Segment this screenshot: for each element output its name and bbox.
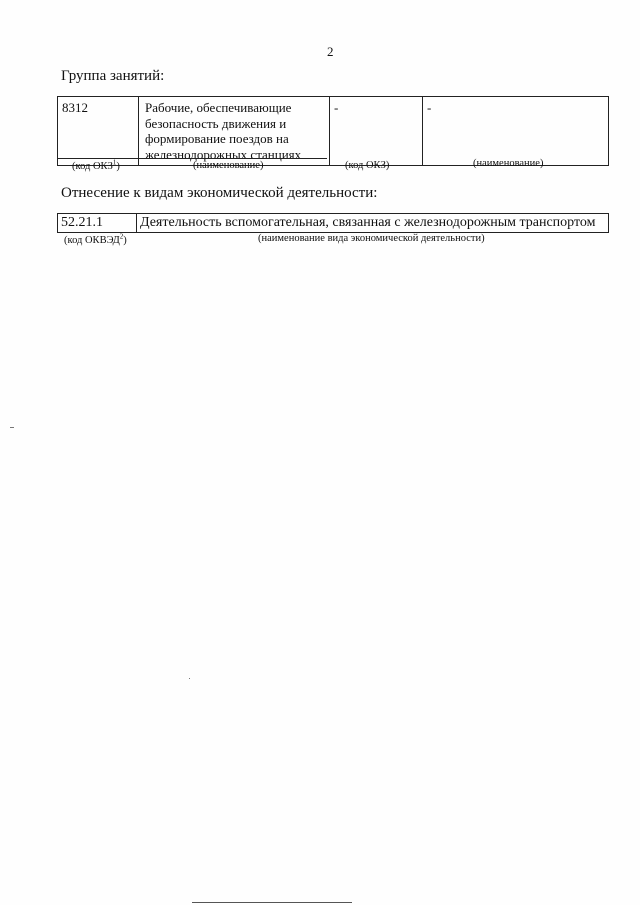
caption-okved-code [64, 232, 127, 246]
okz-name-cell-2: - [423, 97, 609, 166]
okz-name-cell: Рабочие, обеспечивающие безопасность движения и формирование поездов на железнодорожных станциях [139, 97, 330, 166]
occupation-group-table [57, 96, 609, 166]
footnote-marker: 2 [119, 232, 124, 241]
caption-okved-name: (наименование вида экономической деятельности) [258, 233, 485, 244]
okz-code-cell: 8312 [58, 97, 139, 166]
page-number: 2 [327, 44, 334, 59]
footnote-marker: 1 [112, 158, 117, 167]
caption-close-paren: ) [116, 161, 120, 172]
scan-speck [189, 678, 190, 679]
scan-speck [10, 427, 14, 428]
caption-okz-code-text: (код ОКЗ [72, 161, 113, 172]
caption-okz-code-2: (код ОКЗ) [345, 160, 390, 171]
caption-okz-name-2: (наименование) [473, 158, 544, 169]
okved-code-cell: 52.21.1 [58, 214, 137, 233]
occupation-group-title: Группа занятий: [61, 68, 165, 84]
table-row [58, 97, 609, 166]
table-underline [57, 158, 327, 159]
caption-close-paren: ) [123, 235, 127, 246]
caption-okz-code [72, 158, 120, 172]
economic-activity-title: Отнесение к видам экономической деятельности: [61, 185, 378, 201]
table-row [58, 214, 609, 233]
okz-code-cell-2: - [330, 97, 423, 166]
economic-activity-table [57, 213, 609, 233]
caption-okved-code-text: (код ОКВЭД [64, 235, 120, 246]
okved-name-cell: Деятельность вспомогательная, связанная с железнодорожным транспортом [137, 214, 609, 233]
caption-okz-name: (наименование) [193, 160, 264, 171]
scan-edge-line [192, 902, 352, 903]
